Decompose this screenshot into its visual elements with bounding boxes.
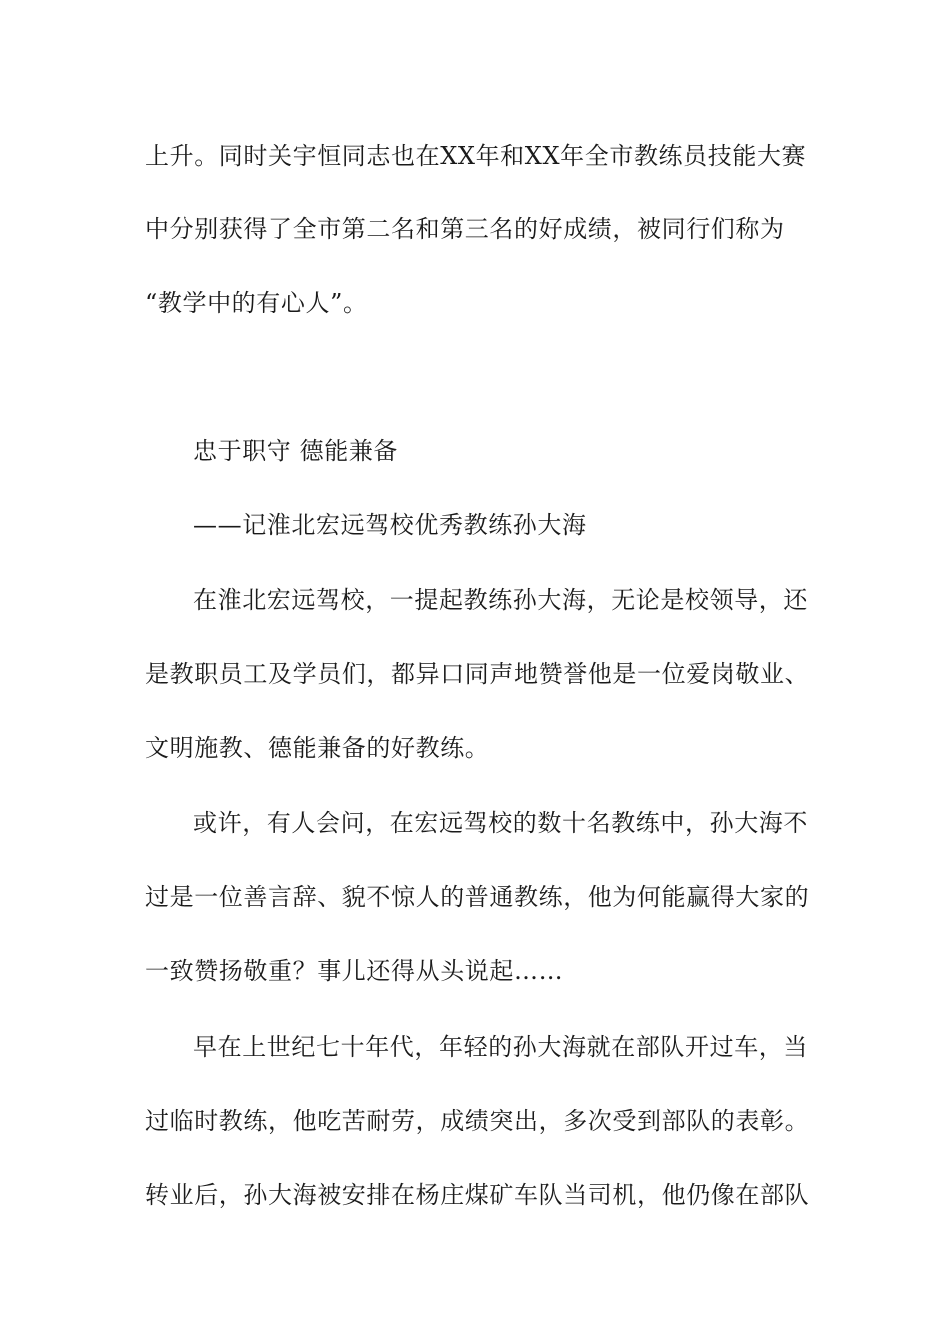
text-line: 中分别获得了全市第二名和第三名的好成绩，被同行们称为 xyxy=(145,215,785,243)
text-line: 上升。同时关宇恒同志也在XX年和XX年全市教练员技能大赛 xyxy=(145,142,807,170)
text-line: 文明施教、德能兼备的好教练。 xyxy=(145,734,490,762)
article-title: 忠于职守 德能兼备 xyxy=(193,437,399,465)
text-line: 在淮北宏远驾校，一提起教练孙大海，无论是校领导，还 xyxy=(193,586,808,614)
text-line: 转业后，孙大海被安排在杨庄煤矿车队当司机，他仍像在部队 xyxy=(145,1181,810,1209)
text-line: 或许，有人会问，在宏远驾校的数十名教练中，孙大海不 xyxy=(193,809,808,837)
text-line: 一致赞扬敬重？事儿还得从头说起…… xyxy=(145,957,564,985)
text-line: “教学中的有心人”。 xyxy=(145,289,368,317)
text-line: 过是一位善言辞、貌不惊人的普通教练，他为何能赢得大家的 xyxy=(145,883,810,911)
text-line: 过临时教练，他吃苦耐劳，成绩突出，多次受到部队的表彰。 xyxy=(145,1107,810,1135)
text-line: 是教职员工及学员们，都异口同声地赞誉他是一位爱岗敬业、 xyxy=(145,660,810,688)
article-subtitle: ——记淮北宏远驾校优秀教练孙大海 xyxy=(193,511,587,539)
text-line: 早在上世纪七十年代，年轻的孙大海就在部队开过车，当 xyxy=(193,1033,808,1061)
